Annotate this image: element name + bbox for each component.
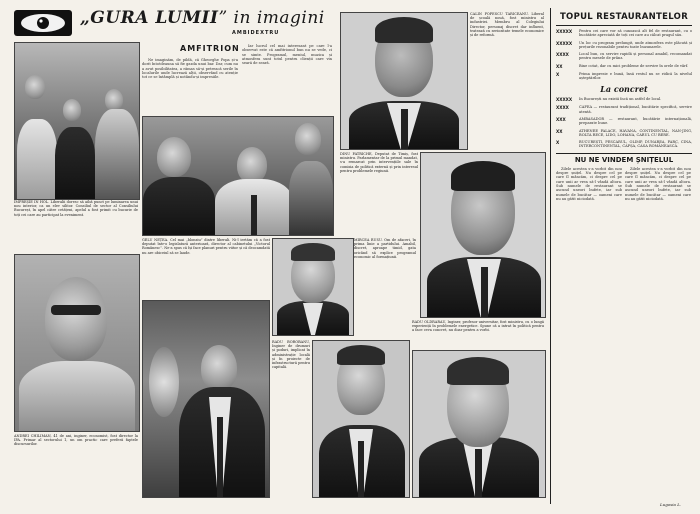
rating-stars: XXXXX: [556, 29, 573, 34]
caption-tariceanu: CĂLIN POPESCU TĂRICEANU. Liberal de școală nouă, fost ministru al industriei. Membru al Colegiului Director, personaj discret dar influent, tratează cu seriozitate temele economice și de reformă.: [470, 12, 544, 38]
sidebar-title: TOPUL RESTAURANTELOR: [559, 12, 689, 22]
eye-logo-icon: [14, 10, 72, 36]
caption-hall: IMPREȘIE IN HOL. Liberalii doresc să aibă punct pe luminarea unui nou interior, ca un elev silitor. Consiliul de sector al Consiliului Bucureșt, în apel către cetățeni, apelul a fost primit cu bucurie de toți cei care au participat la eveniment.: [14, 200, 138, 217]
rating-text: Bine cotat, dar cu mici probleme de servire în orele de vârf.: [579, 63, 689, 68]
photo-portrait-patriche: [420, 152, 546, 318]
concret-item: [556, 117, 692, 126]
rating-text: ATHENEE PALACE, HAVANA, CONTINENTAL, NAN-JING, BOLTA RECE, LIDO, LOHANA, CARUL CU BERE.: [579, 128, 692, 137]
rating-stars: XX: [556, 63, 563, 69]
top-item: [556, 41, 692, 50]
masthead-title: „GURA LUMII” in imagini: [80, 8, 325, 28]
rating-stars: X: [556, 140, 560, 146]
top-item: [556, 64, 692, 69]
photo-party-toast: [142, 300, 270, 498]
rating-stars: X: [556, 71, 560, 77]
rating-stars: XXXX: [556, 105, 569, 111]
section2-title: NU NE VINDEM ȘNIȚELUL: [574, 155, 674, 164]
article-col2: Iar lucrul cel mai interesant pe care l-a observat este că amfitrionul bun nu se vede, ci se simte. Programul, meniul, muzica și atmosfera sunt totul pentru clienții care vin seară de seară.: [242, 44, 332, 66]
caption-borobanu: RADU BOROBANU, Inginer de drumuri și poduri, implicat în administrație locală și în proiecte de infrastructură pentru capitală.: [272, 340, 310, 370]
rating-stars: XXXX: [556, 52, 569, 58]
rating-text: AMBASADOR — restaurant, bucătărie internațională, preparate bune.: [579, 116, 692, 126]
article-heading: AMFITRION: [180, 44, 240, 53]
rating-text: CAFEA — restaurant tradițional, bucătărie specifică, servire atentă.: [579, 105, 692, 114]
concret-item: [556, 97, 692, 102]
masthead-subtitle: AMBIDEXTRU: [232, 30, 280, 36]
caption-netea: GELU NEȚEA. Cel mai „blonziu” dintre liberali. Ni-l iertăm că a fost deputat într-o legislatură anterioară, director al cabinetului „Victorul Românesc”. Ne-a spus că își face planuri pentru viitor și că deocamdată nu are obiceiul să se laude.: [142, 238, 270, 255]
footer-credit: Lugosia L.: [660, 502, 682, 507]
rating-text: Pentru cei care vor să cunoască alt fel de restaurant, cu o bucătărie apreciată de toți cei care au călcat pragul său.: [579, 29, 692, 38]
rating-stars: XXXXX: [556, 40, 573, 46]
rating-text: BUCUREȘTI, PESCARUL, OLIMP, DUNAREA, PARC, CINA, INTERCONTINENTAL, CAPȘA, CASA ROMÂNEASCĂ.: [579, 140, 692, 149]
photo-portrait-borobanu: [312, 340, 410, 498]
section2-text-col1: Zilele acestea s-a vorbit din nou despre șnițel. Nu despre cel pe care îl mâncăm, ci despre cel pe care unii ar vrea să-l vândă altora. Sub numele de restaurant se ascund uneori bufete, iar sub numele de bucătar — oameni care nu au gătit niciodată.: [556, 166, 622, 201]
rating-text: Local bun, cu servire rapidă și personal amabil, recomandat pentru mesele de prânz.: [579, 52, 692, 61]
rating-text: În București nu există încă un astfel de local.: [579, 97, 662, 102]
rating-stars: XXXXX: [556, 97, 573, 103]
sidebar: [556, 8, 692, 504]
rating-text: Prima impresie e bună, însă restul nu se ridică la nivelul așteptărilor.: [579, 71, 692, 81]
top-item: [556, 72, 692, 81]
photo-portrait-oldrarau: [412, 350, 546, 498]
photo-portrait-netea: [272, 238, 354, 336]
top-item: [556, 29, 692, 38]
top-item: [556, 52, 692, 61]
photo-group-hall: [14, 42, 140, 200]
concret-item: [556, 129, 692, 138]
caption-chiliman: ANDREI CHILIMAN, 41 de ani, inginer, economist, fost director la IPA. Primar al sectorului 1, un om practic care preferă faptele discursurilor.: [14, 434, 138, 447]
concret-title: La concret: [600, 84, 648, 95]
caption-patriche: DINU PATRICHE, Deputat de Timiș, fost ministru. Parlamentar de la primul mandat, s-a remarcat prin intervențiile sale în comisia de politică externă și prin interesul pentru problemele regiunii.: [340, 152, 418, 173]
concret-item: [556, 105, 692, 114]
sidebar-divider: [550, 8, 551, 504]
concret-item: [556, 140, 692, 149]
caption-oldrarau: RADU OLDRARAU, Inginer, profesor universitar, fost ministru, cu o lungă experiență în problemele energetice. Spune că a intrat în politică pentru a face ceva concret, nu doar pentru a vorbi.: [412, 320, 544, 333]
rating-stars: XXX: [556, 116, 566, 122]
photo-meeting-center: [142, 116, 334, 236]
rating-stars: XX: [556, 128, 563, 134]
photo-portrait-chiliman: [14, 254, 140, 432]
rating-text: Un loc cu program prelungit, unde atmosfera este plăcută și prețurile rezonabile pentru toate buzunarele.: [579, 40, 692, 49]
photo-portrait-tariceanu: [340, 12, 468, 150]
masthead: [12, 8, 332, 42]
caption-rusu: MIRCEA RUSU. Om de afaceri, în prima linie a partidului. Amabil, discret, aproape timid, gata oricând să explice programul economic al formațiunii.: [354, 238, 416, 259]
section2-text-col2: Zilele acestea s-a vorbit din nou despre șnițel. Nu despre cel pe care îl mâncăm, ci despre cel pe care unii ar vrea să-l vândă altora. Sub numele de restaurant se ascund uneori bufete, iar sub numele de bucătar — oameni care nu au gătit niciodată.: [625, 166, 691, 201]
article-col1: Ne imaginăm, de pildă, că Gheorghe Popa și-a dorit întotdeauna să fie gazda unui bar. Dar, cum nu a avut posibilitatea, a rămas să-și petreacă serile în localurile unde lucrează alții, observând cu atenție tot ce se întâmplă și notându-și impresiile.: [142, 58, 238, 80]
